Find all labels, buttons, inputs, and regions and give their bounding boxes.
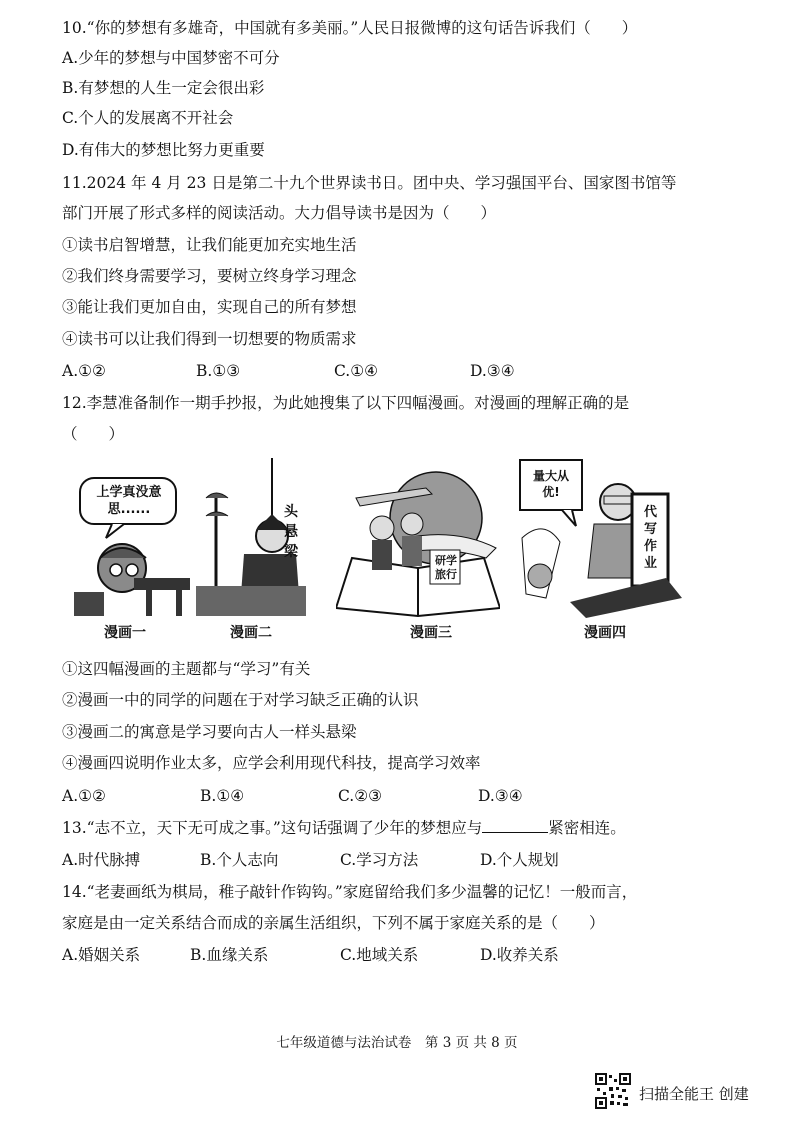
q13-stem-before-blank: 13.“志不立，天下无可成之事。”这句话强调了少年的梦想应与	[62, 819, 483, 837]
q11-stem-line2: 部门开展了形式多样的阅读活动。大力倡导读书是因为（ ）	[62, 204, 497, 222]
q11-statement-3: ③能让我们更加自由，实现自己的所有梦想	[62, 298, 357, 316]
cartoon-4	[516, 458, 686, 618]
cartoon-1-speech: 上学真没意思......	[96, 485, 162, 517]
cartoon-3	[336, 458, 500, 618]
qr-code-icon	[595, 1073, 631, 1109]
q11-option-d: D.③④	[470, 362, 515, 380]
cartoon-1-caption: 漫画一	[104, 625, 146, 641]
page-footer: 七年级道德与法治试卷 第 3 页 共 8 页	[276, 1035, 518, 1051]
q14-stem-line2: 家庭是由一定关系结合而成的亲属生活组织，下列不属于家庭关系的是（ ）	[62, 914, 605, 932]
q10-option-d: D.有伟大的梦想比努力更重要	[62, 141, 265, 159]
q11-statement-2: ②我们终身需要学习，要树立终身学习理念	[62, 267, 357, 285]
study-trip-book-icon	[336, 458, 500, 618]
q10-option-b: B.有梦想的人生一定会很出彩	[62, 79, 265, 97]
q10-option-c: C.个人的发展离不开社会	[62, 109, 234, 127]
bored-student-icon	[72, 458, 192, 618]
q10-stem: 10.“你的梦想有多雄奇，中国就有多美丽。”人民日报微博的这句话告诉我们（ ）	[62, 19, 638, 37]
scanner-watermark-text: 扫描全能王 创建	[639, 1085, 749, 1103]
q11-option-c: C.①④	[334, 362, 379, 380]
q13-option-a: A.时代脉搏	[62, 851, 141, 869]
q13-answer-blank	[482, 818, 548, 833]
q13-option-c: C.学习方法	[340, 851, 419, 869]
q12-option-c: C.②③	[338, 787, 383, 805]
cartoon-3-sign: 研学旅行	[435, 554, 457, 581]
cartoon-4-screen: 代写作业	[644, 505, 658, 571]
q12-option-d: D.③④	[478, 787, 523, 805]
q13-option-d: D.个人规划	[480, 851, 559, 869]
q12-stem-line1: 12.李慧准备制作一期手抄报，为此她搜集了以下四幅漫画。对漫画的理解正确的是	[62, 394, 630, 412]
cartoon-4-caption: 漫画四	[584, 625, 626, 641]
q14-option-b: B.血缘关系	[190, 946, 269, 964]
q11-statement-4: ④读书可以让我们得到一切想要的物质需求	[62, 330, 357, 348]
q12-stem-line2: （ ）	[62, 425, 125, 443]
q13-stem	[62, 818, 626, 838]
q12-statement-1: ①这四幅漫画的主题都与“学习”有关	[62, 660, 311, 678]
cartoon-2-caption: 漫画二	[230, 625, 272, 641]
q10-option-a: A.少年的梦想与中国梦密不可分	[62, 49, 280, 67]
cartoon-2-text: 头悬梁	[284, 504, 298, 560]
q12-statement-4: ④漫画四说明作业太多，应学会利用现代科技，提高学习效率	[62, 754, 481, 772]
q12-statement-3: ③漫画二的寓意是学习要向古人一样头悬梁	[62, 723, 357, 741]
cartoon-3-caption: 漫画三	[410, 625, 452, 641]
q11-statement-1: ①读书启智增慧，让我们能更加充实地生活	[62, 236, 357, 254]
q13-stem-after-blank: 紧密相连。	[548, 819, 626, 837]
q12-option-a: A.①②	[62, 787, 106, 805]
cartoon-1	[72, 458, 192, 618]
q12-option-b: B.①④	[200, 787, 245, 805]
q12-statement-2: ②漫画一中的同学的问题在于对学习缺乏正确的认识	[62, 691, 419, 709]
cartoon-4-speech: 量大从优!	[532, 469, 569, 499]
q14-stem-line1: 14.“老妻画纸为棋局，稚子敲针作钩钩。”家庭留给我们多少温馨的记忆！一般而言，	[62, 883, 638, 901]
cartoon-2	[196, 458, 306, 618]
q11-stem-line1: 11.2024 年 4 月 23 日是第二十九个世界读书日。团中央、学习强国平台、国家图书馆等	[62, 174, 677, 192]
cartoon-panel	[72, 458, 688, 644]
q13-option-b: B.个人志向	[200, 851, 279, 869]
q11-option-a: A.①②	[62, 362, 106, 380]
q14-option-a: A.婚姻关系	[62, 946, 141, 964]
scanner-watermark	[595, 1073, 775, 1113]
q11-option-b: B.①③	[196, 362, 241, 380]
q14-option-c: C.地域关系	[340, 946, 419, 964]
q14-option-d: D.收养关系	[480, 946, 559, 964]
